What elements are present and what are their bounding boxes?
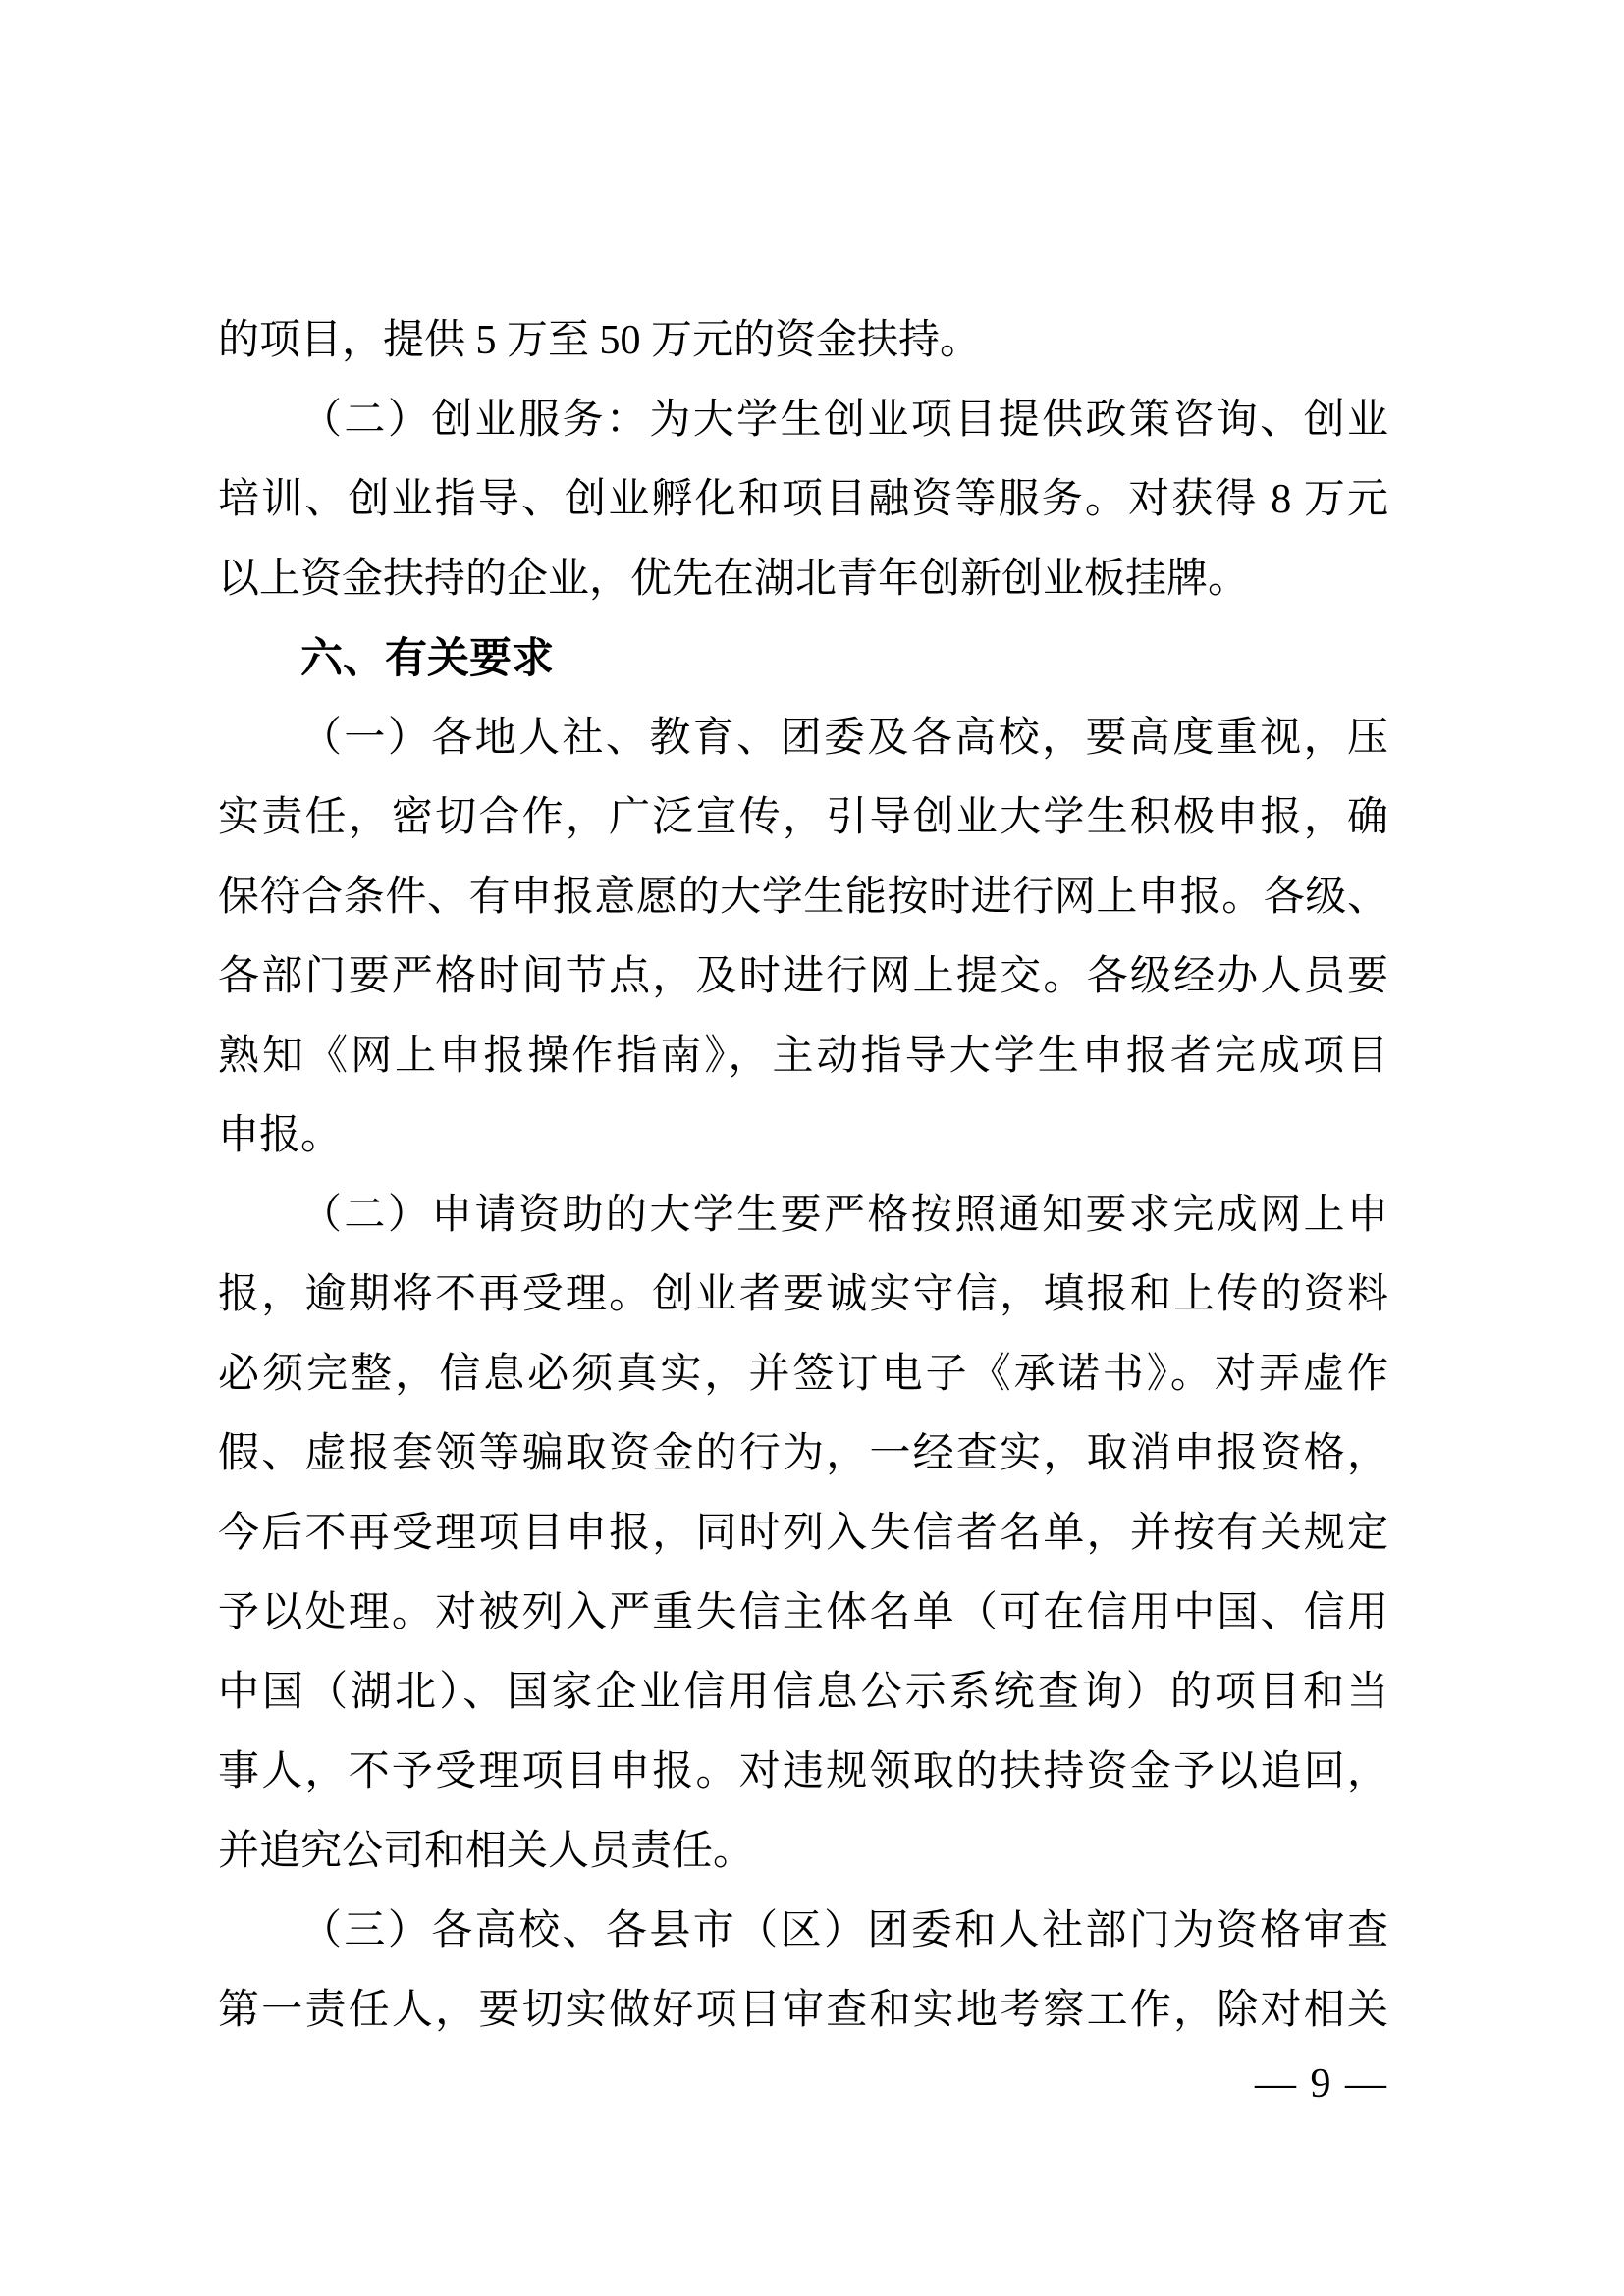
text-line: 实责任，密切合作，广泛宣传，引导创业大学生积极申报，确 <box>218 795 1388 840</box>
text-line: 假、虚报套领等骗取资金的行为，一经查实，取消申报资格， <box>218 1431 1388 1476</box>
text-line: 并追究公司和相关人员责任。 <box>218 1829 755 1874</box>
text-line: 各部门要严格时间节点，及时进行网上提交。各级经办人员要 <box>218 954 1388 999</box>
text-line: 第一责任人，要切实做好项目审查和实地考察工作，除对相关 <box>218 1988 1388 2033</box>
text-line: 以上资金扶持的企业，优先在湖北青年创新创业板挂牌。 <box>218 557 1250 602</box>
text-line: 中国（湖北）、国家企业信用信息公示系统查询）的项目和当 <box>218 1670 1388 1715</box>
text-line: 予以处理。对被列入严重失信主体名单（可在信用中国、信用 <box>218 1590 1388 1635</box>
text-line: 必须完整，信息必须真实，并签订电子《承诺书》。对弄虚作 <box>218 1352 1388 1397</box>
text-line: 的项目，提供 5 万至 50 万元的资金扶持。 <box>218 318 982 363</box>
text-line: 六、有关要求 <box>300 635 554 682</box>
text-line: 申报。 <box>218 1113 343 1158</box>
text-line: 熟知《网上申报操作指南》，主动指导大学生申报者完成项目 <box>218 1034 1388 1079</box>
page-number: — 9 — <box>1255 2061 1388 2107</box>
text-line: （三）各高校、各县市（区）团委和人社部门为资格审查 <box>300 1908 1388 1953</box>
text-line: （一）各地人社、教育、团委及各高校，要高度重视，压 <box>300 716 1388 761</box>
text-line: （二）申请资助的大学生要严格按照通知要求完成网上申 <box>300 1193 1388 1238</box>
text-line: 保符合条件、有申报意愿的大学生能按时进行网上申报。各级、 <box>218 875 1388 920</box>
text-line: 培训、创业指导、创业孵化和项目融资等服务。对获得 8 万元 <box>218 477 1388 522</box>
text-line: 事人，不予受理项目申报。对违规领取的扶持资金予以追回， <box>218 1749 1388 1794</box>
text-line: 报，逾期将不再受理。创业者要诚实守信，填报和上传的资料 <box>218 1272 1388 1317</box>
document-body <box>218 301 1388 2051</box>
text-line: （二）创业服务：为大学生创业项目提供政策咨询、创业 <box>300 398 1388 443</box>
text-line: 今后不再受理项目申报，同时列入失信者名单，并按有关规定 <box>218 1511 1388 1556</box>
